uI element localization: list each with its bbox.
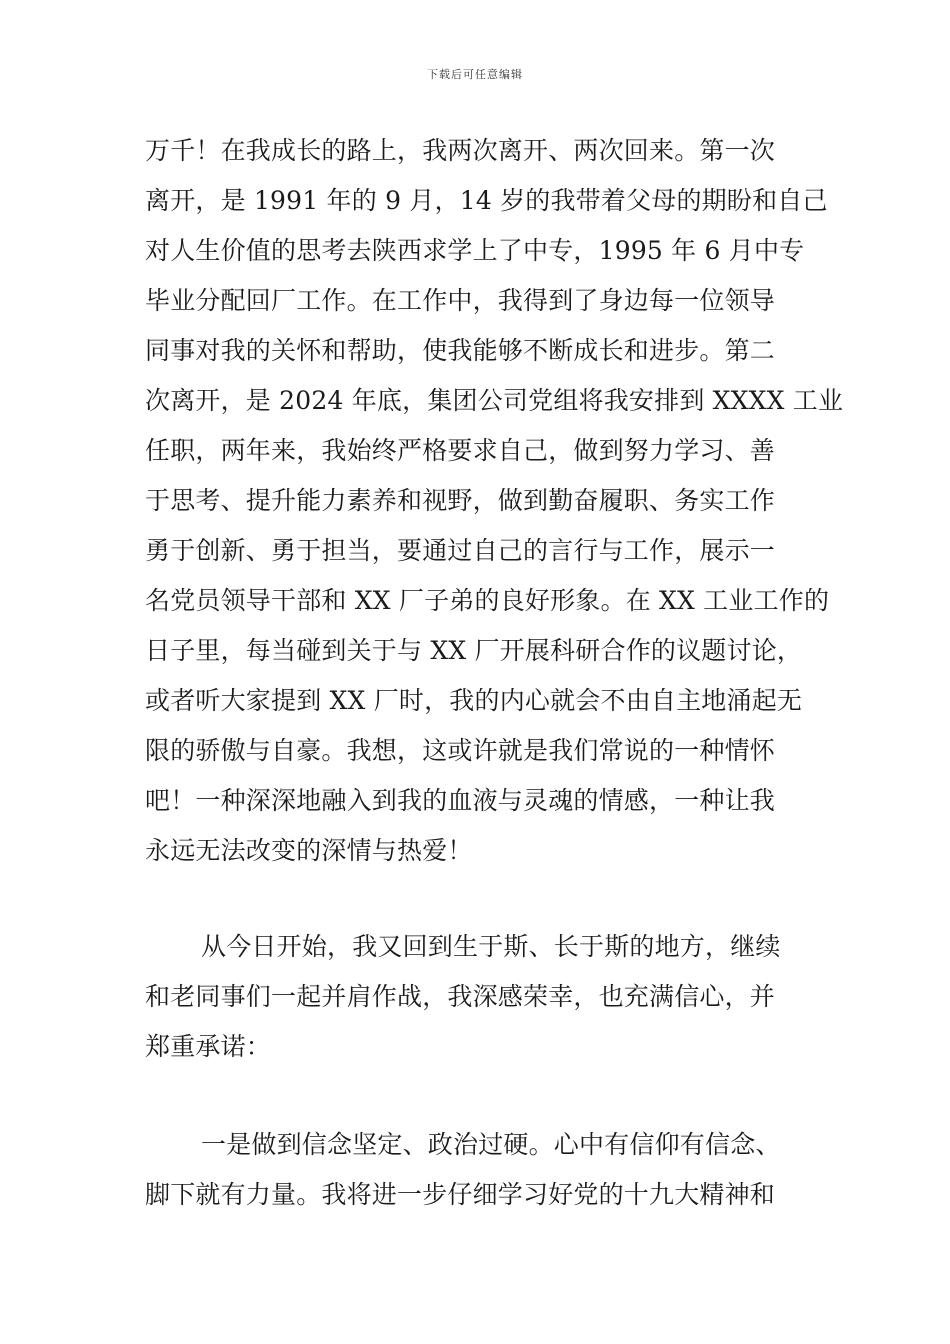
page-header: 下载后可任意编辑: [427, 68, 523, 81]
paragraph-line: 日子里，每当碰到关于与 XX 厂开展科研合作的议题讨论，: [145, 636, 803, 665]
paragraph-line: 次离开，是 2024 年底，集团公司党组将我安排到 XXXX 工业: [145, 386, 844, 415]
paragraph-line: 或者听大家提到 XX 厂时，我的内心就会不由自主地涌起无: [145, 686, 803, 715]
paragraph-line: 万千！在我成长的路上，我两次离开、两次回来。第一次: [145, 136, 776, 165]
paragraph-line: 吧！一种深深地融入到我的血液与灵魂的情感，一种让我: [145, 786, 776, 815]
paragraph-line: 脚下就有力量。我将进一步仔细学习好党的十九大精神和: [145, 1180, 776, 1209]
paragraph-line: 于思考、提升能力素养和视野，做到勤奋履职、务实工作: [145, 486, 776, 515]
paragraph-1: [145, 126, 844, 876]
paragraph-line: 和老同事们一起并肩作战，我深感荣幸，也充满信心，并: [145, 982, 776, 1011]
paragraph-line: 郑重承诺：: [145, 1032, 272, 1061]
paragraph-line: 对人生价值的思考去陕西求学上了中专，1995 年 6 月中专: [145, 236, 805, 265]
paragraph-line: 从今日开始，我又回到生于斯、长于斯的地方，继续: [201, 932, 781, 961]
paragraph-3: [145, 1120, 810, 1220]
paragraph-line: 限的骄傲与自豪。我想，这或许就是我们常说的一种情怀: [145, 736, 776, 765]
paragraph-line: 任职，两年来，我始终严格要求自己，做到努力学习、善: [145, 436, 776, 465]
paragraph-line: 一是做到信念坚定、政治过硬。心中有信仰有信念、: [201, 1130, 781, 1159]
paragraph-line: 毕业分配回厂工作。在工作中，我得到了身边每一位领导: [145, 286, 776, 315]
paragraph-line: 名党员领导干部和 XX 厂子弟的良好形象。在 XX 工业工作的: [145, 586, 830, 615]
paragraph-line: 勇于创新、勇于担当，要通过自己的言行与工作，展示一: [145, 536, 776, 565]
paragraph-line: 永远无法改变的深情与热爱！: [145, 836, 473, 865]
paragraph-2: [145, 922, 810, 1072]
paragraph-line: 离开，是 1991 年的 9 月，14 岁的我带着父母的期盼和自己: [145, 186, 828, 215]
paragraph-line: 同事对我的关怀和帮助，使我能够不断成长和进步。第二: [145, 336, 776, 365]
